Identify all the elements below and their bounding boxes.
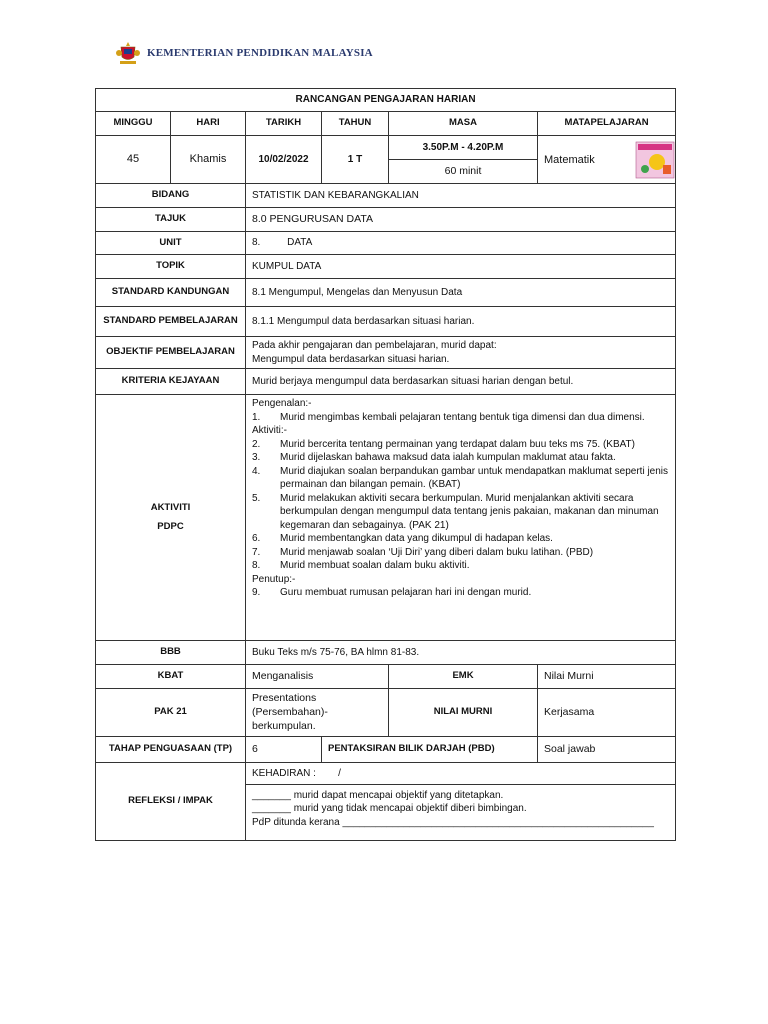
aktiviti-content [246, 395, 676, 641]
value-emk: Nilai Murni [538, 665, 676, 689]
refleksi-line-3: PdP ditunda kerana ________________________________________________________ [252, 816, 654, 828]
aktiviti-label-1: AKTIVITI [150, 501, 191, 513]
value-standard-pembelajaran: 8.1.1 Mengumpul data berdasarkan situasi harian. [246, 307, 676, 337]
value-pbd: Soal jawab [538, 736, 676, 762]
label-pbd: PENTAKSIRAN BILIK DARJAH (PBD) [322, 736, 538, 762]
label-standard-kandungan: STANDARD KANDUNGAN [96, 279, 246, 307]
value-kbat: Menganalisis [246, 665, 389, 689]
value-tp: 6 [246, 736, 322, 762]
value-tahun: 1 T [322, 136, 389, 184]
list-item: 2. Murid bercerita tentang permainan yang terdapat dalam buu teks ms 75. (KBAT) [252, 438, 635, 450]
value-durasi: 60 minit [389, 160, 538, 184]
refleksi-content [246, 784, 676, 840]
unit-number: 8. [252, 237, 261, 249]
label-emk: EMK [389, 665, 538, 689]
label-tahap-penguasaan: TAHAP PENGUASAAN (TP) [96, 736, 246, 762]
value-objektif [246, 337, 676, 369]
list-item: 7. Murid menjawab soalan ‘Uji Diri’ yang diberi dalam buku latihan. (PBD) [252, 546, 594, 558]
label-pak21: PAK 21 [96, 689, 246, 737]
label-bidang: BIDANG [96, 184, 246, 208]
value-kriteria: Murid berjaya mengumpul data berdasarkan situasi harian dengan betul. [246, 369, 676, 395]
page-header [115, 40, 373, 66]
aktiviti-label-2: PDPC [157, 520, 184, 532]
list-item: 8. Murid membuat soalan dalam buku aktiviti. [252, 560, 470, 571]
label-tajuk: TAJUK [96, 208, 246, 232]
list-item: 6. Murid membentangkan data yang dikumpul di hadapan kelas. [252, 533, 553, 544]
col-minggu: MINGGU [96, 112, 171, 136]
ministry-name: KEMENTERIAN PENDIDIKAN MALAYSIA [147, 47, 373, 59]
value-bbb: Buku Teks m/s 75-76, BA hlmn 81-83. [246, 641, 676, 665]
lesson-plan-table [95, 88, 676, 841]
objektif-line-2: Mengumpul data berdasarkan situasi harian. [252, 353, 450, 365]
table-title: RANCANGAN PENGAJARAN HARIAN [96, 89, 676, 112]
list-item: 3. Murid dijelaskan bahawa maksud data ialah kumpulan maklumat atau fakta. [252, 452, 616, 463]
col-tahun: TAHUN [322, 112, 389, 136]
value-standard-kandungan: 8.1 Mengumpul, Mengelas dan Menyusun Data [246, 279, 676, 307]
col-matapelajaran: MATAPELAJARAN [538, 112, 676, 136]
unit-name: DATA [287, 237, 313, 249]
objektif-line-1: Pada akhir pengajaran dan pembelajaran, murid dapat: [252, 340, 497, 351]
label-nilai-murni: NILAI MURNI [389, 689, 538, 737]
penutup-heading: Penutup:- [252, 573, 296, 585]
value-nilai-murni: Kerjasama [538, 689, 676, 737]
value-minggu: 45 [96, 136, 171, 184]
list-item: 4. Murid diajukan soalan berpandukan gambar untuk mendapatkan maklumat seperti jenis permainan dan bilangan pemain. (KBAT) [252, 465, 669, 490]
pengenalan-heading: Pengenalan:- [252, 398, 312, 409]
label-aktiviti [96, 395, 246, 641]
label-objektif: OBJEKTIF PEMBELAJARAN [96, 337, 246, 369]
value-unit [246, 232, 676, 255]
label-standard-pembelajaran: STANDARD PEMBELAJARAN [96, 307, 246, 337]
col-hari: HARI [171, 112, 246, 136]
value-tajuk: 8.0 PENGURUSAN DATA [246, 208, 676, 232]
label-kbat: KBAT [96, 665, 246, 689]
aktiviti-heading: Aktiviti:- [252, 425, 287, 436]
value-hari: Khamis [171, 136, 246, 184]
list-item: 5. Murid melakukan aktiviti secara berkumpulan. Murid menjalankan aktiviti secara berkumpulan dengan mengumpul data tentang jenis pakaian, makanan dan minuman kegemaran dan sebagainya. (PAK 21) [252, 492, 659, 531]
col-masa: MASA [389, 112, 538, 136]
list-item: 9. Guru membuat rumusan pelajaran hari ini dengan murid. [252, 587, 532, 598]
aktiviti-list-a [252, 411, 669, 425]
value-tarikh: 10/02/2022 [246, 136, 322, 184]
kehadiran-field: KEHADIRAN : / [246, 762, 676, 784]
value-bidang: STATISTIK DAN KEBARANGKALIAN [246, 184, 676, 208]
refleksi-line-1: _______ murid dapat mencapai objektif yang ditetapkan. [252, 789, 504, 801]
aktiviti-list-b [252, 438, 669, 573]
coat-of-arms-icon [115, 40, 141, 66]
value-pak21: Presentations (Persembahan)- berkumpulan. [246, 689, 389, 737]
textbook-cover-icon [635, 141, 675, 179]
value-topik: KUMPUL DATA [246, 255, 676, 279]
col-tarikh: TARIKH [246, 112, 322, 136]
subject-name: Matematik [544, 153, 595, 166]
label-bbb: BBB [96, 641, 246, 665]
value-masa: 3.50P.M - 4.20P.M [389, 136, 538, 160]
label-kriteria: KRITERIA KEJAYAAN [96, 369, 246, 395]
label-topik: TOPIK [96, 255, 246, 279]
label-unit: UNIT [96, 232, 246, 255]
list-item: 1. Murid mengimbas kembali pelajaran tentang bentuk tiga dimensi dan dua dimensi. [252, 411, 645, 423]
aktiviti-list-c [252, 586, 669, 600]
refleksi-line-2: _______ murid yang tidak mencapai objektif diberi bimbingan. [252, 803, 527, 815]
value-matapelajaran [538, 136, 676, 184]
label-refleksi: REFLEKSI / IMPAK [96, 762, 246, 840]
